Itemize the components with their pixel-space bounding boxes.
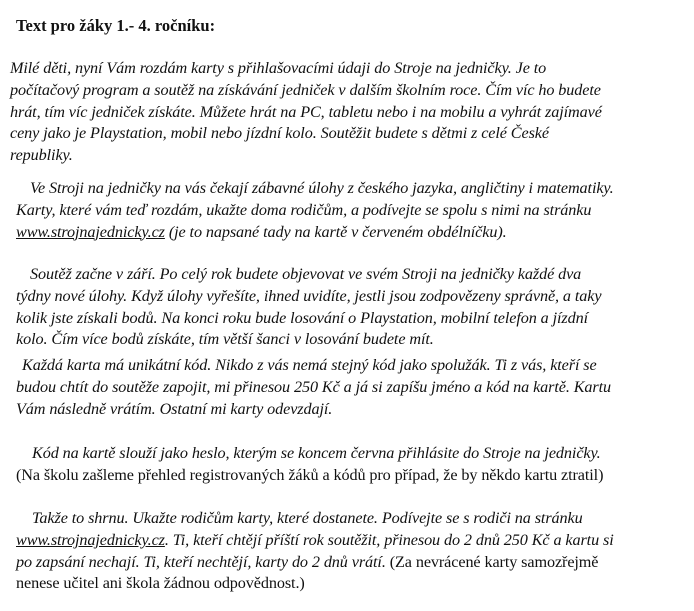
text-line — [10, 399, 694, 421]
text-line — [10, 573, 694, 595]
text-line — [10, 200, 694, 222]
text-segment: Milé děti, nyní Vám rozdám karty s přihlašovacími údaji do Stroje na jedničky. Je to — [10, 59, 547, 77]
text-line — [10, 329, 694, 351]
paragraph-soutez — [10, 264, 694, 351]
text-line — [10, 443, 694, 465]
text-line — [10, 145, 694, 167]
text-segment: týdny nové úlohy. Když úlohy vyřešíte, ihned uvidíte, jestli jsou zodpovězeny správně, a taky — [16, 286, 602, 305]
text-segment: po zapsání nechají. Ti, kteří nechtějí, karty do 2 dnů vrátí. — [16, 552, 386, 571]
text-line — [10, 58, 694, 80]
text-line — [10, 308, 694, 330]
paragraph-karta — [10, 355, 694, 420]
text-segment: (je to napsané tady na kartě v červeném obdélníčku). — [164, 222, 507, 241]
text-line — [10, 264, 694, 286]
text-segment: . Ti, kteří chtějí příští rok soutěžit, přinesou do 2 dnů 250 Kč a kartu si — [164, 530, 614, 549]
text-segment: Vám následně vrátím. Ostatní mi karty odevzdají. — [16, 399, 333, 418]
text-line — [10, 80, 694, 102]
paragraph-intro — [10, 58, 694, 167]
text-line — [10, 465, 694, 487]
text-line — [10, 355, 694, 377]
text-line — [10, 123, 694, 145]
paragraph-stroj — [10, 178, 694, 243]
text-line — [10, 178, 694, 200]
text-segment: Takže to shrnu. Ukažte rodičům karty, které dostanete. Podívejte se s rodiči na stránku — [32, 509, 583, 527]
text-segment: Kód na kartě slouží jako heslo, kterým se koncem června přihlásite do Stroje na jedničky. — [32, 444, 601, 462]
text-segment: ceny jako je Playstation, mobil nebo jízdní kolo. Soutěžit budete s dětmi z celé České — [10, 124, 549, 143]
page-title: Text pro žáky 1.- 4. ročníku: — [16, 16, 216, 35]
website-link[interactable]: www.strojnajednicky.cz — [16, 530, 165, 549]
text-segment: Karty, které vám teď rozdám, ukažte doma rodičům, a podívejte se spolu s nimi na stránku — [16, 200, 592, 219]
text-segment: Soutěž začne v září. Po celý rok budete objevovat ve svém Stroji na jedničky každé dva — [30, 265, 582, 283]
text-segment: budou chtít do soutěže zapojit, mi přinesou 250 Kč a já si zapíšu jméno a kód na kartě. Kartu — [16, 377, 612, 396]
text-segment: nenese učitel ani škola žádnou odpovědnost.) — [16, 574, 305, 593]
text-segment: kolo. Čím více bodů získáte, tím větší šanci v losování budete mít. — [16, 330, 434, 349]
text-segment: kolik jste získali bodů. Na konci roku bude losování o Playstation, mobilní telefon a jízdní — [16, 308, 588, 327]
text-line — [10, 102, 694, 124]
text-segment: Každá karta má unikátní kód. Nikdo z vás nemá stejný kód jako spolužák. Ti z vás, kteří se — [22, 356, 597, 374]
text-line — [10, 508, 694, 530]
text-segment: republiky. — [10, 146, 73, 165]
text-line — [10, 222, 694, 244]
text-segment: Ve Stroji na jedničky na vás čekají zábavné úlohy z českého jazyka, angličtiny i matematiky. — [30, 179, 614, 197]
text-segment: hrát, tím víc jedniček získáte. Můžete hrát na PC, tabletu nebo i na mobilu a vyhrát zajímavé — [10, 102, 602, 121]
text-line — [10, 377, 694, 399]
text-line — [10, 530, 694, 552]
text-line — [10, 552, 694, 574]
paragraph-shrnuti — [10, 508, 694, 595]
text-segment: (Za nevrácené karty samozřejmě — [385, 552, 599, 571]
website-link[interactable]: www.strojnajednicky.cz — [16, 222, 165, 241]
text-segment: (Na školu zašleme přehled registrovaných žáků a kódů pro případ, že by někdo kartu ztratil) — [16, 465, 604, 484]
text-segment: počítačový program a soutěž na získávání jedniček v dalším školním roce. Čím víc ho budete — [10, 80, 601, 99]
paragraph-kod — [10, 443, 694, 487]
text-line — [10, 286, 694, 308]
